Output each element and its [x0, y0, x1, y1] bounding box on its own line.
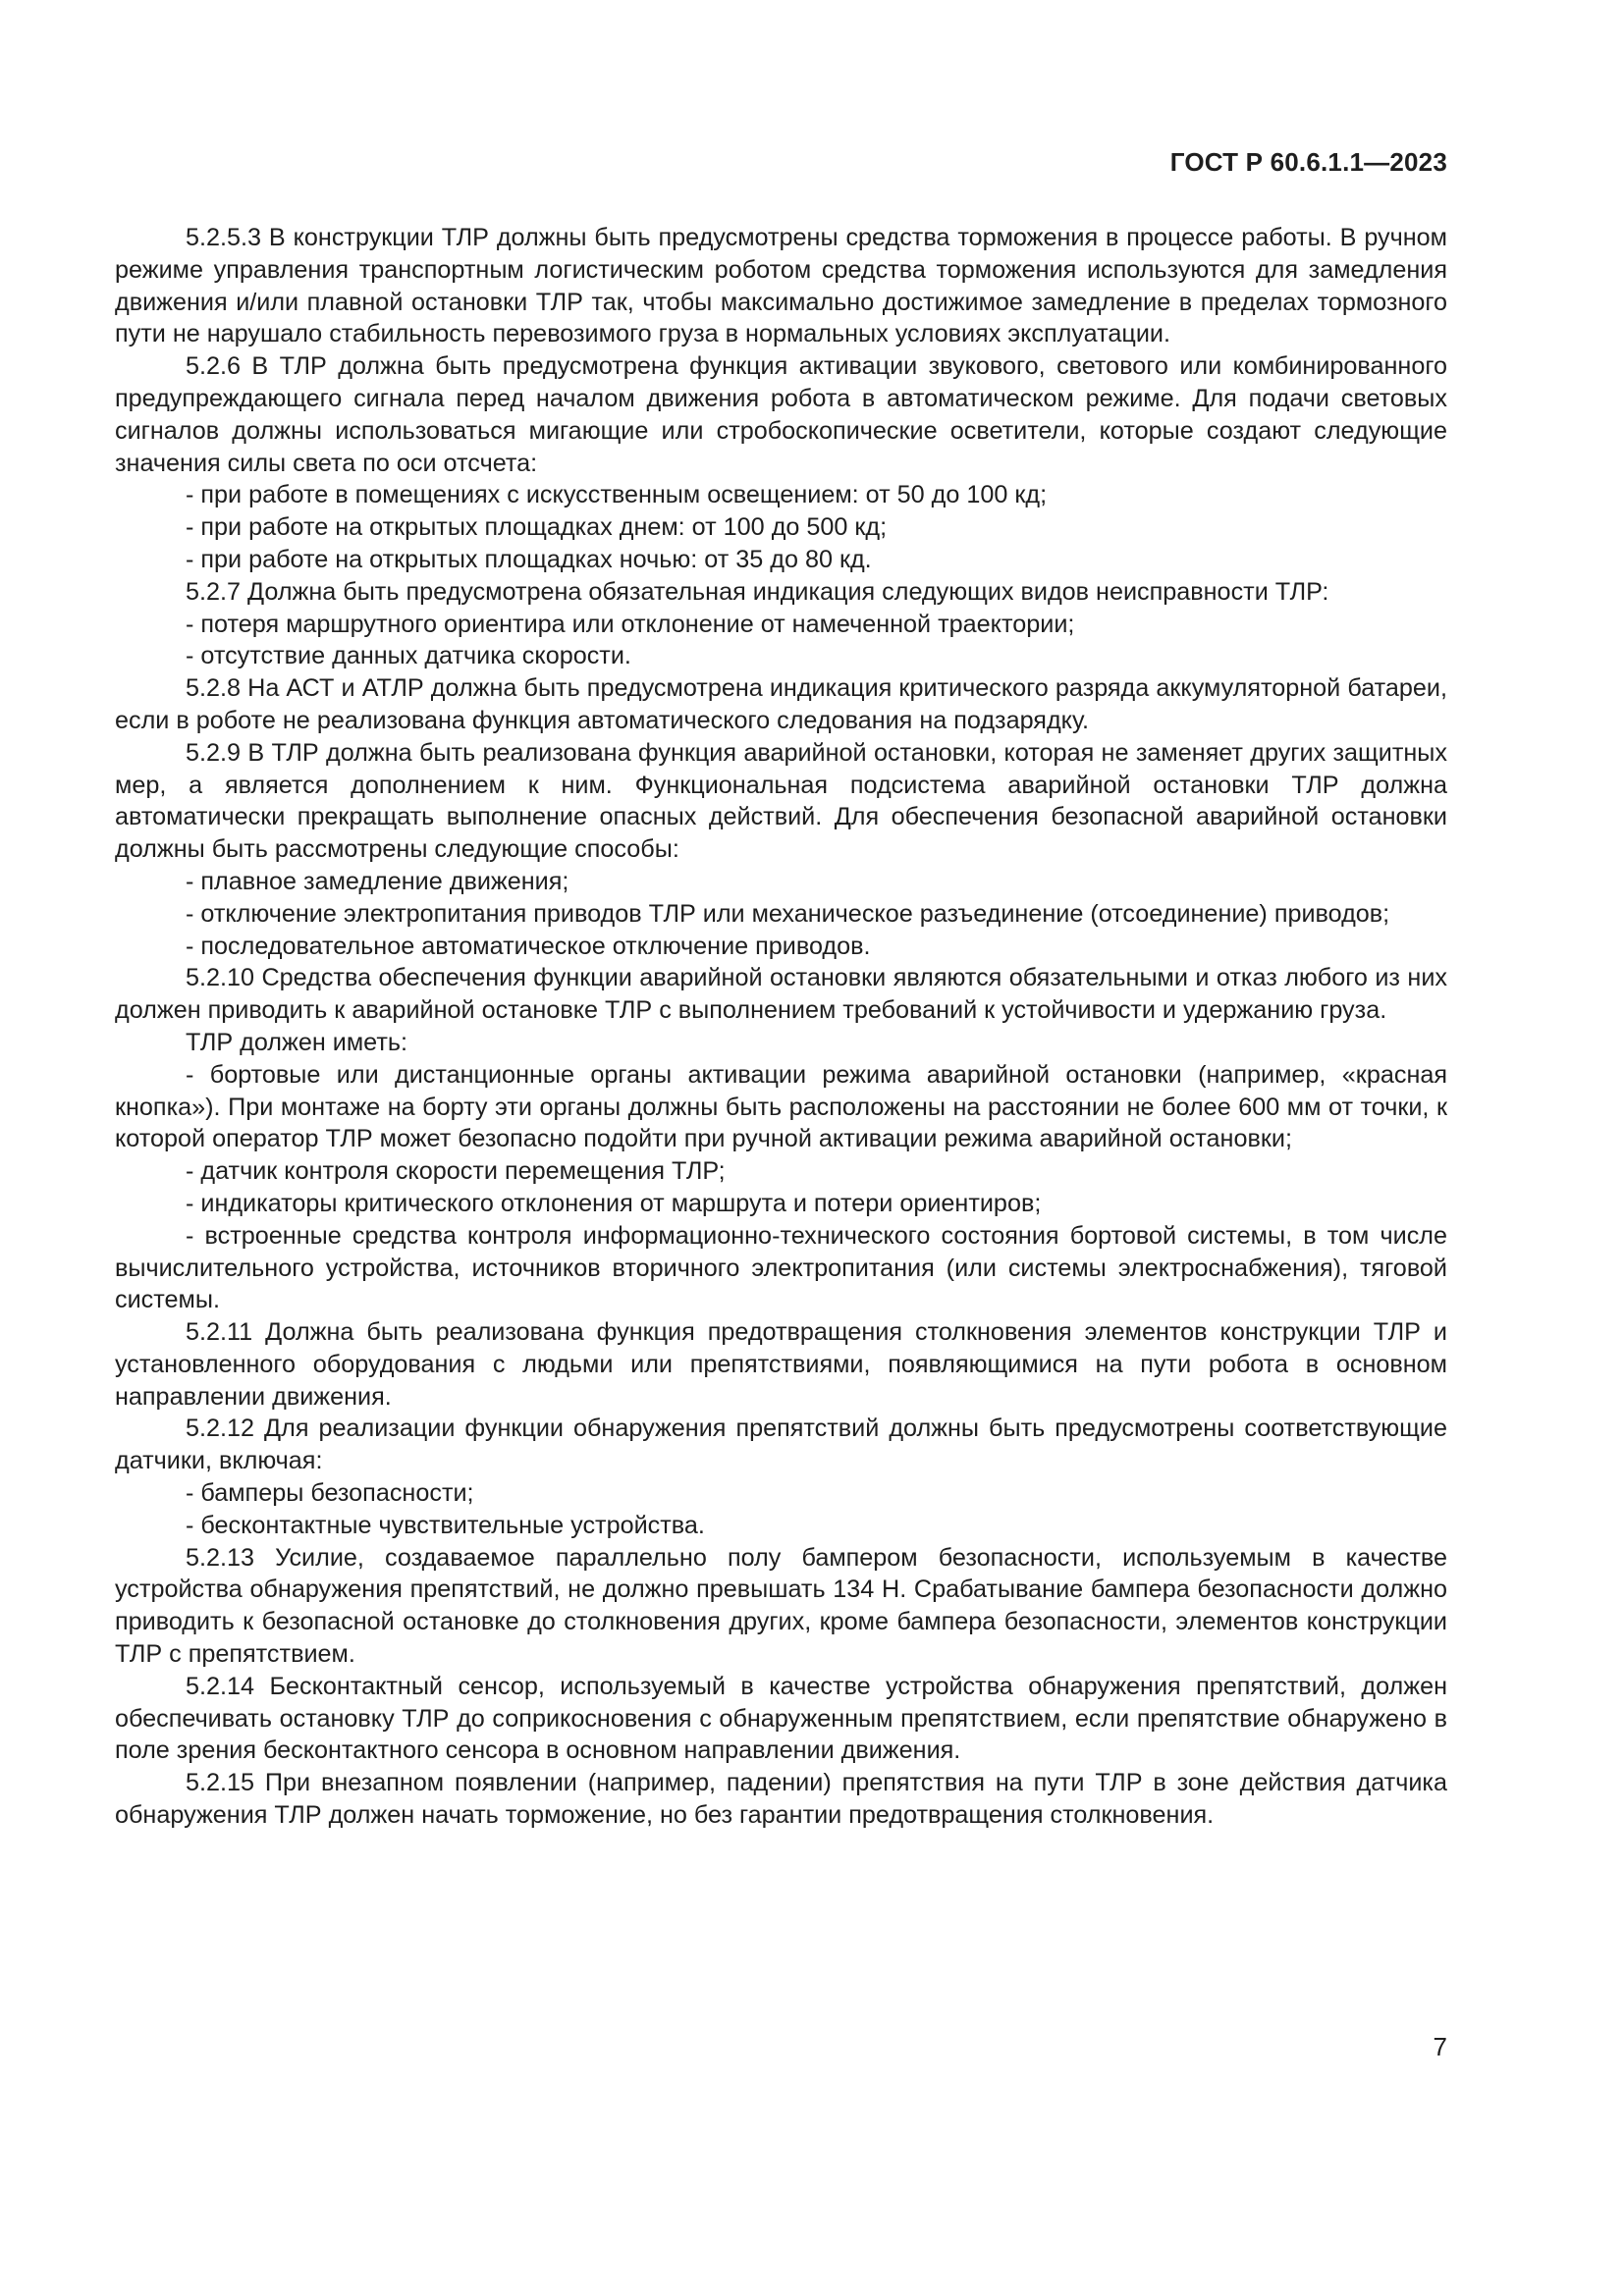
document-code-header: ГОСТ Р 60.6.1.1—2023: [1169, 147, 1447, 177]
list-item: - бамперы безопасности;: [186, 1479, 474, 1508]
paragraph-5-2-9: 5.2.9 В ТЛР должна быть реализована функция аварийной остановки, которая не заменяет других защитных мер, а является дополнением к ним. Функциональная подсистема аварийной остановки ТЛР должна автоматически прекращать выполнение опасных действий. Для обеспечения безопасной аварийной остановки должны быть рассмотрены следующие способы:: [115, 738, 1447, 864]
paragraph-5-2-10: 5.2.10 Средства обеспечения функции аварийной остановки являются обязательными и отказ любого из них должен приводить к аварийной остановке ТЛР с выполнением требований к устойчивости и удержанию груза.: [115, 964, 1447, 1025]
list-item: - плавное замедление движения;: [186, 867, 569, 895]
document-body: [115, 222, 1447, 1832]
paragraph-5-2-8: 5.2.8 На АСТ и АТЛР должна быть предусмотрена индикация критического разряда аккумуляторной батареи, если в роботе не реализована функция автоматического следования на подзарядку.: [115, 674, 1447, 734]
paragraph-5-2-5-3: 5.2.5.3 В конструкции ТЛР должны быть предусмотрены средства торможения в процессе работы. В ручном режиме управления транспортным логистическим роботом средства торможения используются для замедления движения и/или плавной остановки ТЛР так, чтобы максимально достижимое замедление в пределах тормозного пути не нарушало стабильность перевозимого груза в нормальных условиях эксплуатации.: [115, 224, 1447, 348]
paragraph-tlr-must-have: ТЛР должен иметь:: [186, 1028, 407, 1056]
list-item: - датчик контроля скорости перемещения ТЛР;: [186, 1157, 726, 1186]
list-item: - при работе на открытых площадках днем: от 100 до 500 кд;: [186, 513, 888, 542]
list-item: - встроенные средства контроля информационно-технического состояния бортовой системы, в том числе вычислительного устройства, источников вторичного электропитания (или системы электроснабжения), тяговой системы.: [115, 1221, 1447, 1314]
list-item: - при работе в помещениях с искусственным освещением: от 50 до 100 кд;: [186, 481, 1048, 509]
paragraph-5-2-14: 5.2.14 Бесконтактный сенсор, используемый в качестве устройства обнаружения препятствий, должен обеспечивать остановку ТЛР до соприкосновения с обнаруженным препятствием, если препятствие обнаружено в поле зрения бесконтактного сенсора в основном направлении движения.: [115, 1672, 1447, 1765]
list-item: - бортовые или дистанционные органы активации режима аварийной остановки (например, «красная кнопка»). При монтаже на борту эти органы должны быть расположены на расстоянии не более 600 мм от точки, к которой оператор ТЛР может безопасно подойти при ручной активации режима аварийной остановки;: [115, 1060, 1447, 1153]
list-item: - бесконтактные чувствительные устройства.: [186, 1511, 705, 1539]
paragraph-5-2-12: 5.2.12 Для реализации функции обнаружения препятствий должны быть предусмотрены соответствующие датчики, включая:: [115, 1415, 1447, 1475]
list-item: - индикаторы критического отклонения от маршрута и потери ориентиров;: [186, 1189, 1042, 1217]
paragraph-5-2-6: 5.2.6 В ТЛР должна быть предусмотрена функция активации звукового, светового или комбинированного предупреждающего сигнала перед началом движения робота в автоматическом режиме. Для подачи световых сигналов должны использоваться мигающие или стробоскопические осветители, которые создают следующие значения силы света по оси отсчета:: [115, 352, 1447, 477]
list-item: - последовательное автоматическое отключение приводов.: [186, 932, 871, 960]
paragraph-5-2-7: 5.2.7 Должна быть предусмотрена обязательная индикация следующих видов неисправности ТЛР:: [186, 577, 1329, 606]
list-item: - при работе на открытых площадках ночью: от 35 до 80 кд.: [186, 545, 872, 573]
list-item: - отсутствие данных датчика скорости.: [186, 642, 631, 670]
paragraph-5-2-13: 5.2.13 Усилие, создаваемое параллельно полу бампером безопасности, используемым в качестве устройства обнаружения препятствий, не должно превышать 134 Н. Срабатывание бампера безопасности должно приводить к безопасной остановке до столкновения других, кроме бампера безопасности, элементов конструкции ТЛР с препятствием.: [115, 1543, 1447, 1669]
list-item: - потеря маршрутного ориентира или отклонение от намеченной траектории;: [186, 610, 1075, 638]
page-number: 7: [1433, 2032, 1447, 2061]
paragraph-5-2-11: 5.2.11 Должна быть реализована функция предотвращения столкновения элементов конструкции ТЛР и установленного оборудования с людьми или препятствиями, появляющимися на пути робота в основном направлении движения.: [115, 1318, 1447, 1411]
paragraph-5-2-15: 5.2.15 При внезапном появлении (например, падении) препятствия на пути ТЛР в зоне действия датчика обнаружения ТЛР должен начать торможение, но без гарантии предотвращения столкновения.: [115, 1769, 1447, 1830]
list-item: - отключение электропитания приводов ТЛР или механическое разъединение (отсоединение) приводов;: [186, 899, 1390, 928]
